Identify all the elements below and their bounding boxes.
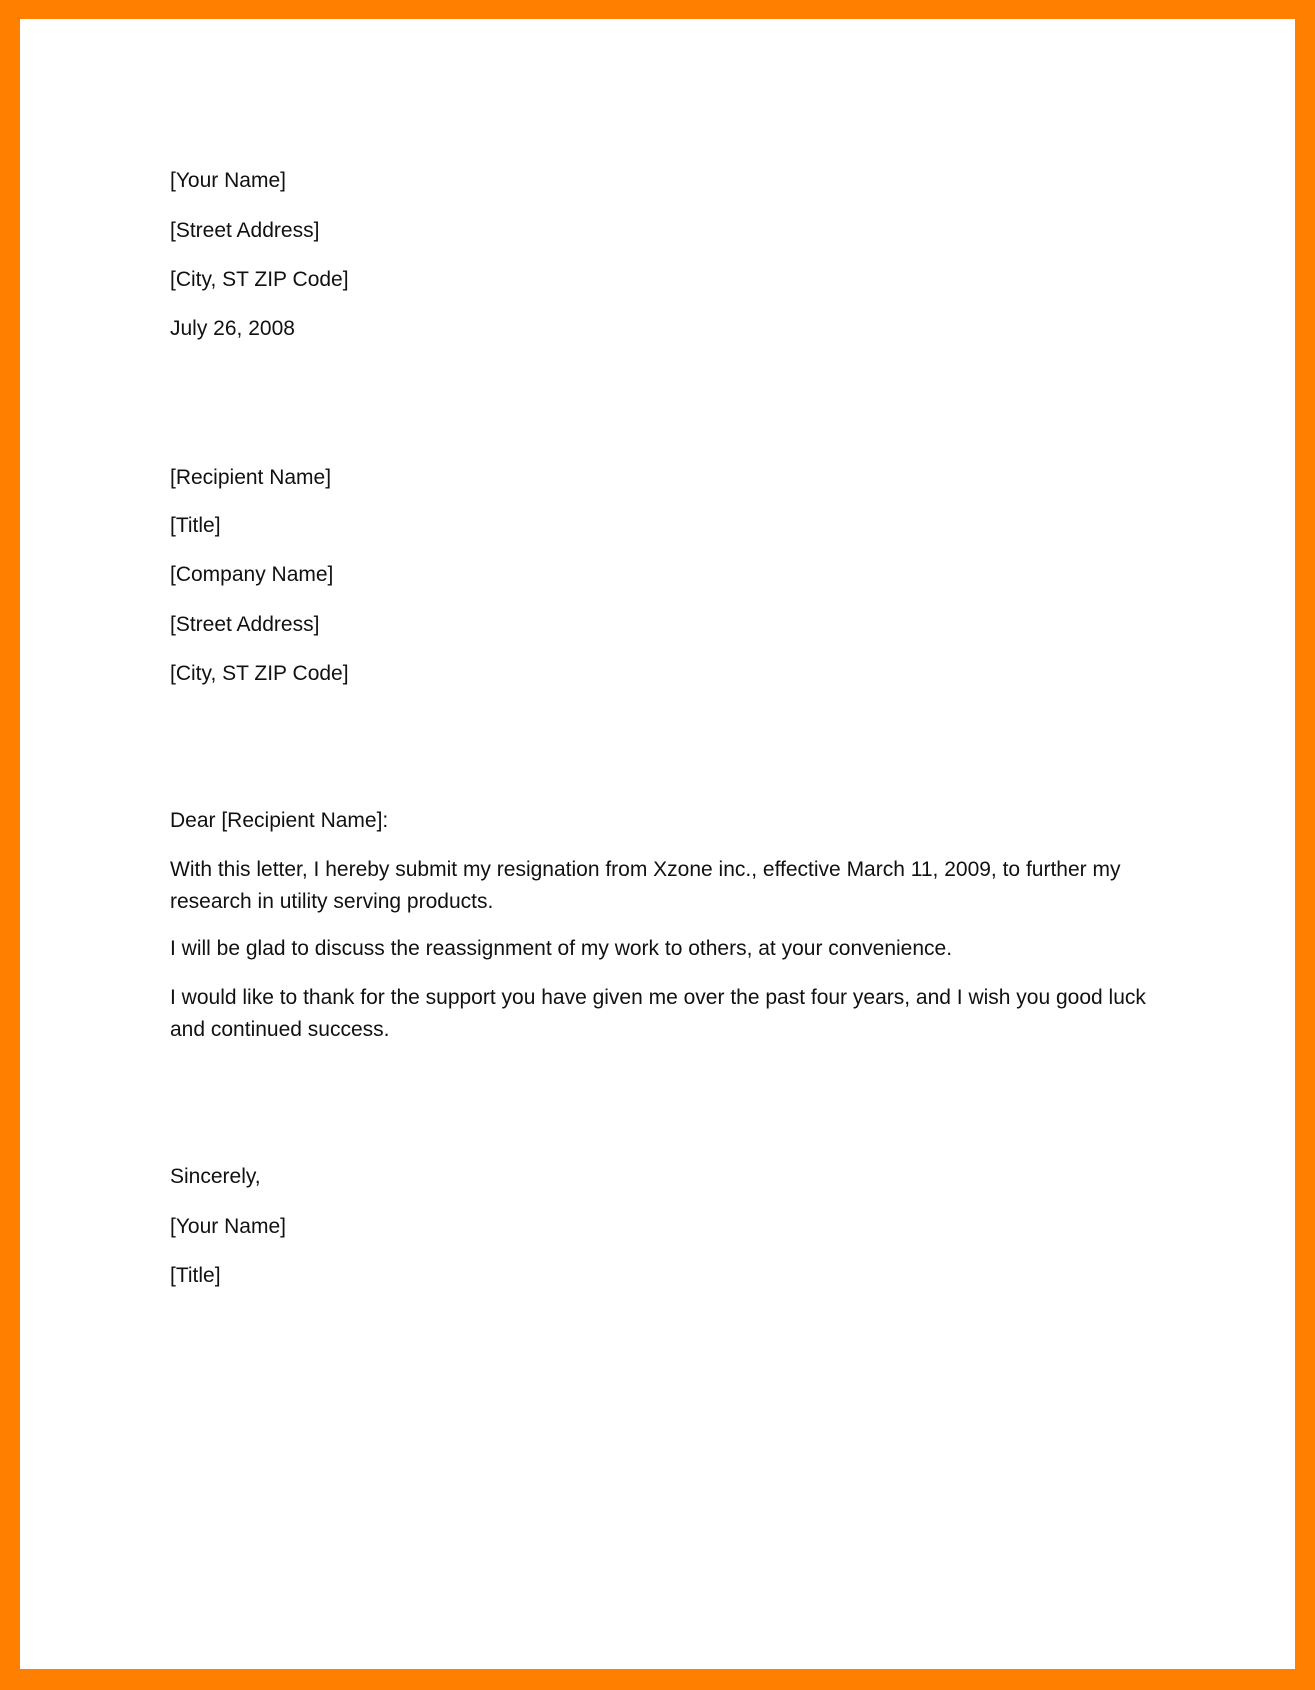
sender-street-address: [Street Address] <box>170 219 320 242</box>
recipient-name: [Recipient Name] <box>170 466 332 489</box>
signature-title: [Title] <box>170 1264 221 1287</box>
valediction: Sincerely, <box>170 1165 261 1188</box>
body-paragraph-1: With this letter, I hereby submit my resignation from Xzone inc., effective March 11, 2009, to further my research in utility serving products. <box>170 858 1121 913</box>
letter-date: July 26, 2008 <box>170 317 295 340</box>
recipient-title: [Title] <box>170 514 221 537</box>
recipient-city-state-zip: [City, ST ZIP Code] <box>170 662 349 685</box>
body-paragraph-3: I would like to thank for the support you have given me over the past four years, and I wish you good luck and continued success. <box>170 986 1146 1041</box>
recipient-company: [Company Name] <box>170 563 334 586</box>
salutation: Dear [Recipient Name]: <box>170 809 389 832</box>
signature-name: [Your Name] <box>170 1215 286 1238</box>
sender-name: [Your Name] <box>170 169 286 192</box>
sender-city-state-zip: [City, ST ZIP Code] <box>170 268 349 291</box>
body-paragraph-2: I will be glad to discuss the reassignment of my work to others, at your convenience. <box>170 937 953 960</box>
recipient-street-address: [Street Address] <box>170 613 320 636</box>
